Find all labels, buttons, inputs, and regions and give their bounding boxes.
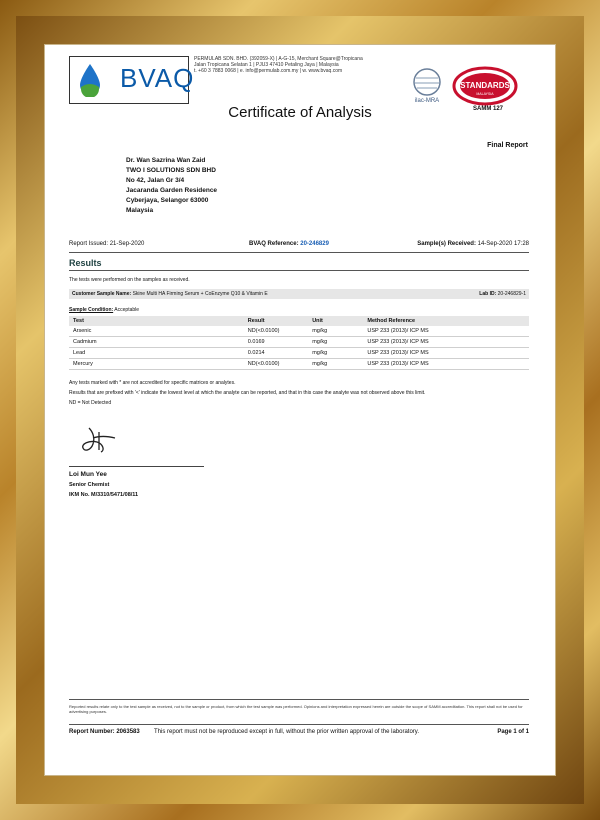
note-line: Any tests marked with * are not accredited for specific matrices or analytes. <box>69 380 236 386</box>
results-note: The tests were performed on the samples as received. <box>69 277 190 283</box>
standards-subtext: MALAYSIA <box>476 92 494 96</box>
table-row <box>69 337 529 348</box>
column-header: Test <box>69 316 244 326</box>
signer-block <box>69 469 138 500</box>
certificate-title: Certificate of Analysis <box>228 104 372 121</box>
disclaimer-text: Reported results relate only to the test sample as received, not to the sample or product, from which the test sample was performed. Opinions and interpretation expressed herein are outside the scope of SAMM accreditation. This report shall not be used for advertising purposes. <box>69 704 523 714</box>
lab-address-line: Jalan Tropicana Selatan 1 | PJU3 47410 Petaling Jaya | Malaysia <box>194 62 339 68</box>
table-row <box>69 359 529 370</box>
cell-result: ND(<0.0100) <box>244 326 308 337</box>
lab-id <box>479 291 526 297</box>
cell-unit: mg/kg <box>308 337 363 348</box>
address-line: Malaysia <box>126 207 154 214</box>
divider <box>69 270 529 271</box>
received-value: 14-Sep-2020 17:28 <box>477 241 529 247</box>
cell-test: Lead <box>69 348 244 359</box>
report-issued <box>69 241 144 247</box>
customer-value: Skine Multi HA Firming Serum + CoEnzyme Q10 & Vitamin E <box>132 291 268 297</box>
customer-label: Customer Sample Name: <box>72 291 132 297</box>
cell-unit: mg/kg <box>308 348 363 359</box>
results-table <box>69 316 529 370</box>
table-header-row <box>69 316 529 326</box>
note-line: Results that are prefixed with '<' indicate the lowest level at which the analyte can be reported, and that in this case the analyte was not observed above this limit. <box>69 390 426 396</box>
standards-malaysia-logo <box>452 66 518 106</box>
lab-address-line: t. +60 3 7883 0068 | e. info@permulab.com.my | w. www.bvaq.com <box>194 68 343 74</box>
address-line: TWO I SOLUTIONS SDN BHD <box>126 167 216 174</box>
samples-received <box>417 241 529 247</box>
bvaq-reference <box>249 241 329 247</box>
report-footer <box>69 729 529 739</box>
divider <box>69 252 529 253</box>
ilac-text: ilac-MRA <box>414 98 440 104</box>
condition-value: Acceptable <box>114 307 140 313</box>
standards-text: STANDARDS <box>460 81 510 90</box>
address-line: Cyberjaya, Selangor 63000 <box>126 197 209 204</box>
lab-id-label: Lab ID: <box>479 291 497 297</box>
cell-result: ND(<0.0100) <box>244 359 308 370</box>
cell-method: USP 233 (2013)/ ICP MS <box>363 348 529 359</box>
page-number: Page 1 of 1 <box>497 729 529 735</box>
note-line: ND = Not Detected <box>69 400 112 406</box>
cell-unit: mg/kg <box>308 326 363 337</box>
signer-ikm: IKM No. M/3310/5471/08/11 <box>69 492 139 498</box>
received-label: Sample(s) Received: <box>417 241 476 247</box>
cell-test: Arsenic <box>69 326 244 337</box>
final-report-label: Final Report <box>487 142 528 149</box>
signature-line <box>69 466 204 467</box>
lab-id-value: 20-246829-1 <box>497 291 526 297</box>
logo-text: BVAQ <box>120 63 195 93</box>
address-line: No 42, Jalan Gr 3/4 <box>126 177 185 184</box>
samm-number: SAMM 127 <box>472 106 503 112</box>
client-address <box>126 156 217 216</box>
water-drop-icon <box>78 63 102 97</box>
condition-label: Sample Condition: <box>69 307 114 313</box>
divider <box>69 699 529 700</box>
reproduction-notice: This report must not be reproduced except in full, without the prior written approval of the laboratory. <box>154 729 420 735</box>
lab-address-line: PERMULAB SDN. BHD. (392059-X) | A-G-15, Merchant Square@Tropicana <box>194 56 363 62</box>
reference-value: 20-246829 <box>300 241 329 247</box>
column-header: Unit <box>308 316 363 326</box>
cell-unit: mg/kg <box>308 359 363 370</box>
cell-method: USP 233 (2013)/ ICP MS <box>363 359 529 370</box>
table-row <box>69 348 529 359</box>
divider <box>69 724 529 725</box>
results-heading: Results <box>69 258 102 268</box>
column-header: Result <box>244 316 308 326</box>
report-meta-row <box>69 241 529 251</box>
signature-icon <box>79 424 119 456</box>
column-header: Method Reference <box>363 316 529 326</box>
issued-label: Report Issued: <box>69 241 109 247</box>
signer-name: Loi Mun Yee <box>69 471 107 478</box>
cell-result: 0.0169 <box>244 337 308 348</box>
certificate-page <box>44 44 556 776</box>
results-notes <box>69 380 539 406</box>
cell-method: USP 233 (2013)/ ICP MS <box>363 337 529 348</box>
sample-condition <box>69 307 139 313</box>
issued-value: 21-Sep-2020 <box>109 241 145 247</box>
report-number <box>69 729 140 735</box>
reference-label: BVAQ Reference: <box>249 241 299 247</box>
customer-sample-row <box>69 289 529 299</box>
cell-test: Cadmium <box>69 337 244 348</box>
address-line: Jacaranda Garden Residence <box>126 187 218 194</box>
cell-method: USP 233 (2013)/ ICP MS <box>363 326 529 337</box>
report-number-label: Report Number: <box>69 729 115 735</box>
table-row <box>69 326 529 337</box>
address-line: Dr. Wan Sazrina Wan Zaid <box>126 157 206 164</box>
report-number-value: 2063583 <box>116 729 140 735</box>
customer-sample <box>72 291 268 297</box>
lab-address <box>194 56 424 74</box>
bvaq-logo <box>69 56 195 104</box>
cell-result: 0.0214 <box>244 348 308 359</box>
signer-title: Senior Chemist <box>69 482 110 488</box>
cell-test: Mercury <box>69 359 244 370</box>
ilac-mra-logo <box>408 66 446 104</box>
